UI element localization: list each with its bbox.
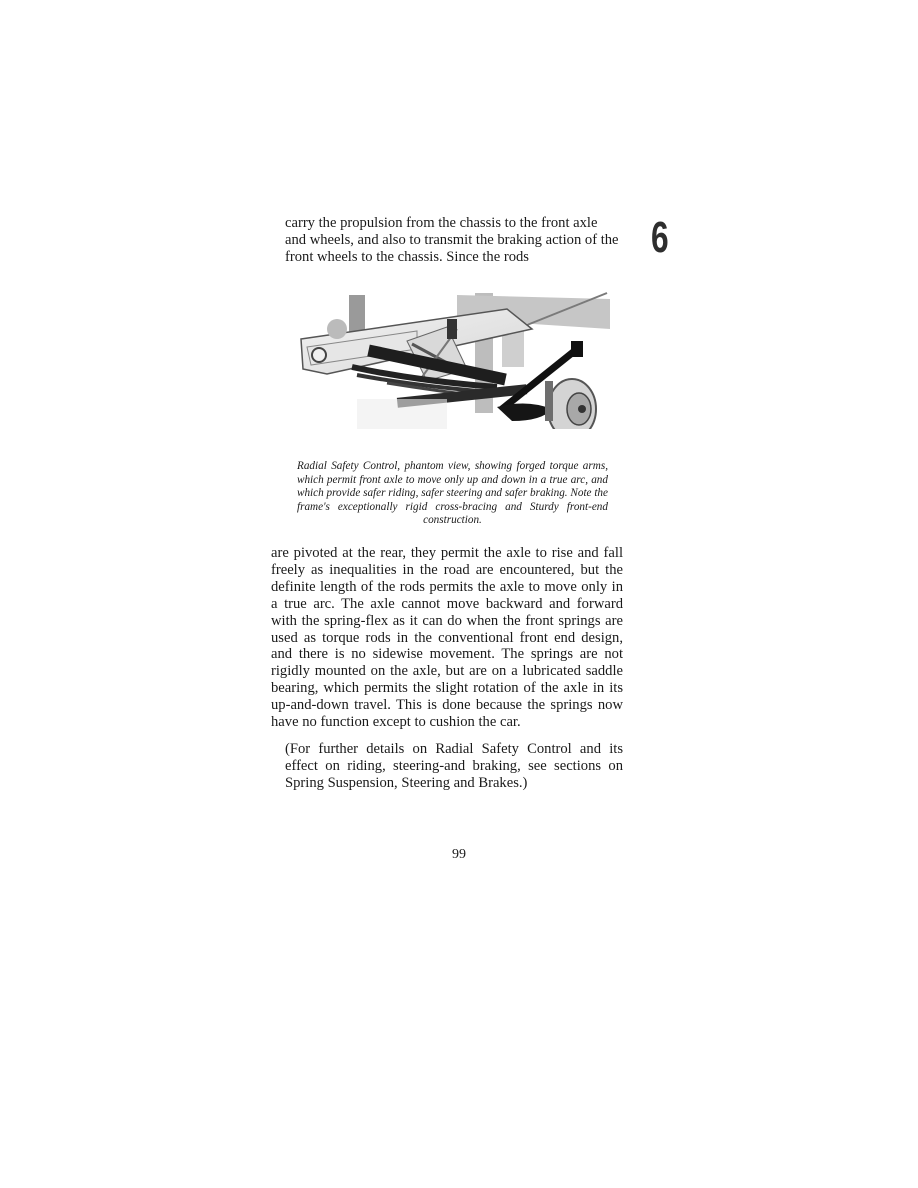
intro-paragraph: carry the propulsion from the chassis to the front axle and wheels, and also to transmit the braking action of the front wheels to the chassis. Since the rods <box>285 215 619 265</box>
chassis-photo <box>297 289 610 441</box>
page-number: 99 <box>452 847 466 862</box>
figure-caption: Radial Safety Control, phantom view, showing forged torque arms, which permit front axle to move only up and down in a true arc, and which provide safer riding, safer steering and safer braking. Note the frame's exceptionally rigid cross-bracing and Sturdy front-end construction. <box>297 460 608 527</box>
chapter-number-tab: 6 <box>651 213 669 262</box>
reference-note-paragraph: (For further details on Radial Safety Control and its effect on riding, steering-and braking, see sections on Spring Suspension, Steering and Brakes.) <box>285 741 623 791</box>
body-paragraph: are pivoted at the rear, they permit the axle to rise and fall freely as inequalities in the road are encountered, but the definite length of the rods permits the axle to move only in a true arc. The axle cannot move backward and forward with the spring-flex as it can do when the front springs are used as torque rods in the conventional front end design, and there is no sidewise movement. The springs are not rigidly mounted on the axle, but are on a lubricated saddle bearing, which permits the slight rotation of the axle in its up-and-down travel. This is done because the springs now have no function except to cushion the car. <box>271 545 623 731</box>
